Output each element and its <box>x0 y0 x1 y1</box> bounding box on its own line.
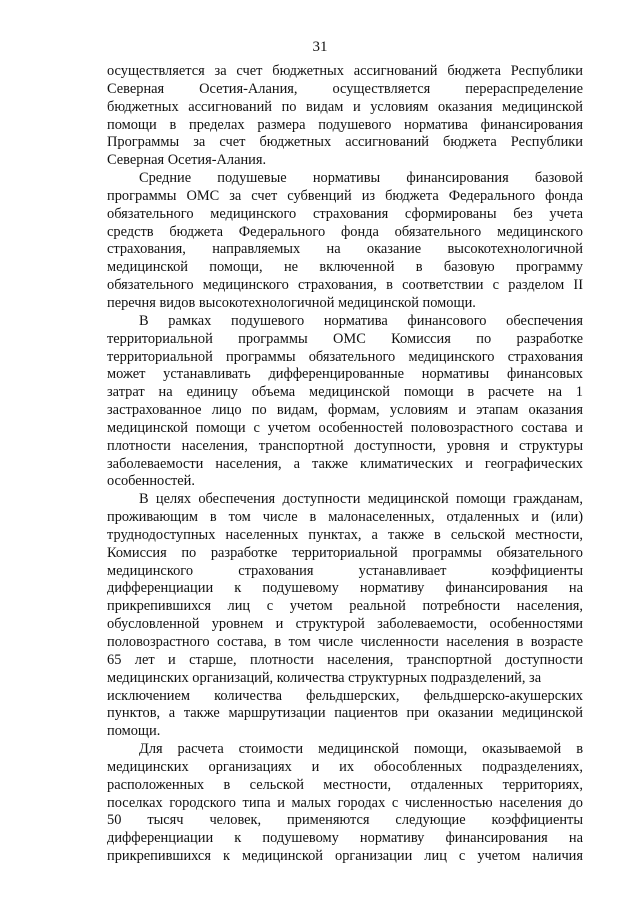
text-line: половозрастного состава, в том числе численности населения в возрасте <box>107 634 583 650</box>
text-line: помощи. <box>107 723 161 740</box>
text-line: прикрепившихся лиц с учетом реальной потребности населения, <box>107 598 583 615</box>
text-line: труднодоступных населенных пунктах, а также в сельской местности, <box>107 526 583 543</box>
text-line: затрат на единицу объема медицинской помощи в расчете на 1 <box>107 384 583 401</box>
text-line: дифференциации к подушевому нормативу финансирования на <box>107 830 583 847</box>
text-line: медицинского страхования устанавливает коэффициенты <box>107 562 583 579</box>
text-line: перечня видов высокотехнологичной медицинской помощи. <box>107 294 476 311</box>
text-line: обусловленной уровнем и структурой заболеваемости, особенностями <box>107 616 583 633</box>
text-line: может устанавливать дифференцированные нормативы финансовых <box>107 366 583 383</box>
text-line: дифференциации к подушевому нормативу финансирования на <box>107 580 583 597</box>
text-line: обязательного медицинского страхования сформированы без учета <box>107 205 583 222</box>
text-line: Комиссия по разработке территориальной программы обязательного <box>107 544 583 561</box>
text-line: Северная Осетия-Алания, осуществляется перераспределение <box>107 80 583 97</box>
text-line: территориальной программы ОМС Комиссия по разработке <box>107 330 583 347</box>
page-number: 31 <box>312 39 328 55</box>
text-line: территориальной программы обязательного медицинского страхования <box>107 348 583 365</box>
text-line: прикрепившихся к медицинской организации лиц с учетом наличия <box>107 848 583 865</box>
text-line: осуществляется за счет бюджетных ассигнований бюджета Республики <box>107 63 583 79</box>
text-line: застрахованное лицо по видам, формам, условиям и этапам оказания <box>107 402 583 419</box>
text-line: Средние подушевые нормативы финансирования базовой <box>139 170 583 187</box>
text-line: программы ОМС за счет субвенций из бюджета Федерального фонда <box>107 187 583 204</box>
text-line: Программы за счет бюджетных ассигнований бюджета Республики <box>107 134 583 151</box>
document-body <box>107 63 583 866</box>
text-line: расположенных в сельской местности, отдаленных территориях, <box>107 776 583 793</box>
text-line: 50 тысяч человек, применяются следующие коэффициенты <box>107 812 583 829</box>
text-line: медицинской помощи с учетом особенностей половозрастного состава и <box>107 419 583 436</box>
text-line: поселках городского типа и малых городах с численностью населения до <box>107 794 583 811</box>
text-line: медицинской помощи, не включенной в базовую программу <box>107 259 583 276</box>
text-line: медицинских организаций, количества структурных подразделений, за <box>107 669 542 686</box>
text-line: В рамках подушевого норматива финансового обеспечения <box>139 312 583 329</box>
text-line: плотности населения, транспортной доступности, уровня и структуры <box>107 437 583 454</box>
text-line: заболеваемости населения, а также климатических и географических <box>107 455 583 472</box>
text-line: Северная Осетия-Алания. <box>107 152 267 169</box>
text-line: пунктов, а также маршрутизации пациентов при оказании медицинской <box>107 705 583 722</box>
text-line: особенностей. <box>107 473 195 490</box>
text-line: В целях обеспечения доступности медицинской помощи гражданам, <box>139 491 583 508</box>
text-line: исключением количества фельдшерских, фельдшерско-акушерских <box>107 687 583 704</box>
text-line: бюджетных ассигнований по видам и условиям оказания медицинской <box>107 98 583 115</box>
text-line: обязательного медицинского страхования, в соответствии с разделом II <box>107 277 583 294</box>
text-line: Для расчета стоимости медицинской помощи, оказываемой в <box>139 741 583 758</box>
text-line: 65 лет и старше, плотности населения, транспортной доступности <box>107 651 583 668</box>
text-line: средств бюджета Федерального фонда обязательного медицинского <box>107 223 583 240</box>
text-line: медицинских организациях и их обособленных подразделениях, <box>107 758 583 775</box>
text-line: проживающим в том числе в малонаселенных, отдаленных и (или) <box>107 509 583 526</box>
text-line: помощи в пределах размера подушевого норматива финансирования <box>107 116 583 133</box>
text-line: страхования, направляемых на оказание высокотехнологичной <box>107 241 583 258</box>
